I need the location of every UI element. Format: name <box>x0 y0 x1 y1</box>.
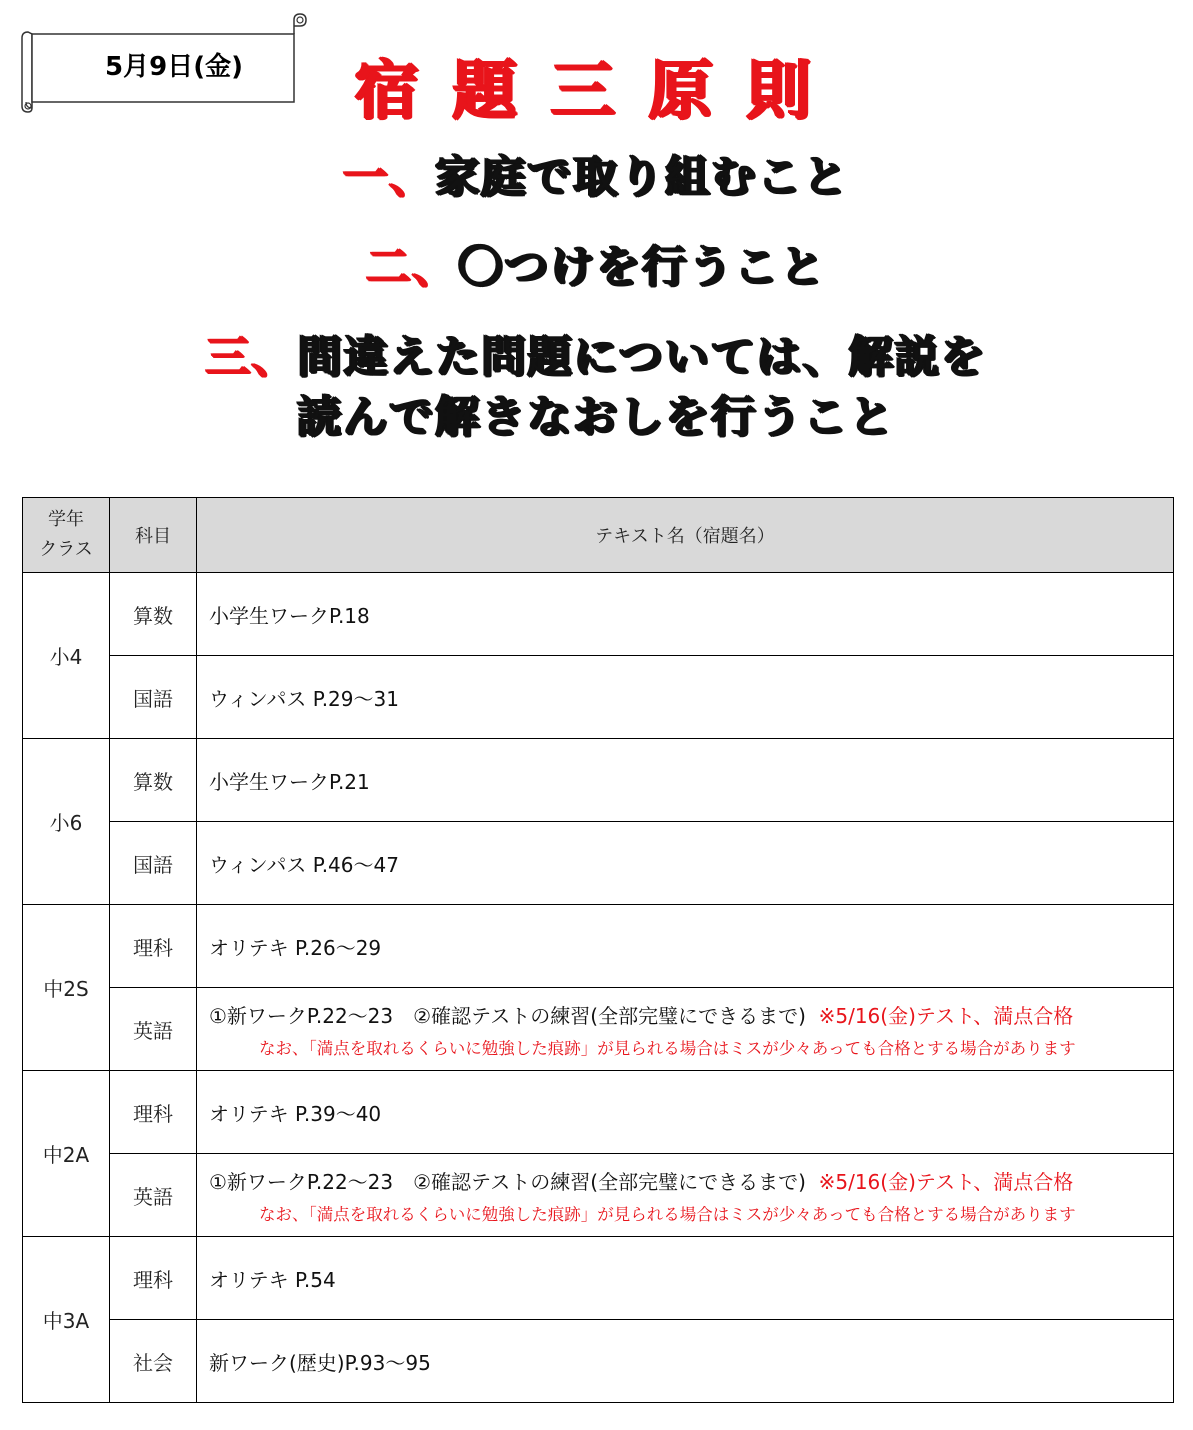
table-row <box>23 573 1174 656</box>
text-cell <box>197 1154 1174 1237</box>
table-row <box>23 1320 1174 1403</box>
subject-cell: 社会 <box>110 1320 197 1403</box>
pass-note: なお、「満点を取れるくらいに勉強した痕跡」が見られる場合はミスが少々あっても合格とする場合があります <box>259 1038 1076 1058</box>
table-row <box>23 988 1174 1071</box>
rule-3-number: 三、 <box>205 332 298 383</box>
text-line <box>209 1000 1173 1029</box>
rule-3-text: 間違えた問題については、解説を <box>297 332 988 383</box>
rule-3-text-line2: 読んで解きなおしを行うこと <box>297 392 896 443</box>
text-cell: ウィンパス P.46～47 <box>197 822 1174 905</box>
text-line <box>209 1166 1173 1195</box>
text-cell: 小学生ワークP.18 <box>197 573 1174 656</box>
table-row <box>23 1237 1174 1320</box>
subject-cell: 理科 <box>110 1071 197 1154</box>
test-notice: ※5/16(金)テスト、満点合格 <box>818 1169 1074 1194</box>
grade-cell: 中3A <box>23 1237 110 1403</box>
test-notice: ※5/16(金)テスト、満点合格 <box>818 1003 1074 1028</box>
text-cell: オリテキ P.39～40 <box>197 1071 1174 1154</box>
date-banner <box>18 12 310 116</box>
grade-cell: 小6 <box>23 739 110 905</box>
rule-2 <box>0 240 1193 296</box>
subject-cell: 英語 <box>110 988 197 1071</box>
homework-text: ①新ワークP.22～23 ②確認テストの練習(全部完璧にできるまで) <box>209 1169 806 1194</box>
grade-cell: 中2A <box>23 1071 110 1237</box>
header-grade-line1: 学年 <box>48 509 84 530</box>
rule-2-text: 〇つけを行うこと <box>458 242 827 293</box>
homework-table <box>22 497 1174 1403</box>
subject-cell: 理科 <box>110 1237 197 1320</box>
subject-cell: 国語 <box>110 822 197 905</box>
subject-cell: 算数 <box>110 739 197 822</box>
page-title: 宿題三原則 <box>355 55 845 129</box>
text-cell: 新ワーク(歴史)P.93～95 <box>197 1320 1174 1403</box>
header-subject: 科目 <box>110 498 197 573</box>
pass-note: なお、「満点を取れるくらいに勉強した痕跡」が見られる場合はミスが少々あっても合格とする場合があります <box>259 1204 1076 1224</box>
text-cell: オリテキ P.54 <box>197 1237 1174 1320</box>
subject-cell: 国語 <box>110 656 197 739</box>
header-grade <box>23 498 110 573</box>
text-cell: 小学生ワークP.21 <box>197 739 1174 822</box>
rule-1 <box>0 150 1193 206</box>
subject-cell: 算数 <box>110 573 197 656</box>
header-text: テキスト名（宿題名） <box>197 498 1174 573</box>
table-row <box>23 1154 1174 1237</box>
rule-1-number: 一、 <box>343 152 436 203</box>
grade-cell: 中2S <box>23 905 110 1071</box>
table-row <box>23 822 1174 905</box>
rule-3-continued <box>0 390 1193 446</box>
grade-cell: 小4 <box>23 573 110 739</box>
homework-text: ①新ワークP.22～23 ②確認テストの練習(全部完璧にできるまで) <box>209 1003 806 1028</box>
text-cell: オリテキ P.26～29 <box>197 905 1174 988</box>
table-row <box>23 1071 1174 1154</box>
rule-1-text: 家庭で取り組むこと <box>435 152 850 203</box>
date-label: 5月9日(金) <box>105 51 243 82</box>
subject-cell: 英語 <box>110 1154 197 1237</box>
table-row <box>23 656 1174 739</box>
subject-cell: 理科 <box>110 905 197 988</box>
table-row <box>23 905 1174 988</box>
rule-2-number: 二、 <box>366 242 459 293</box>
rule-3 <box>0 330 1193 386</box>
text-cell: ウィンパス P.29～31 <box>197 656 1174 739</box>
table-header-row <box>23 498 1174 573</box>
table-row <box>23 739 1174 822</box>
header-grade-line2: クラス <box>39 539 93 560</box>
text-cell <box>197 988 1174 1071</box>
